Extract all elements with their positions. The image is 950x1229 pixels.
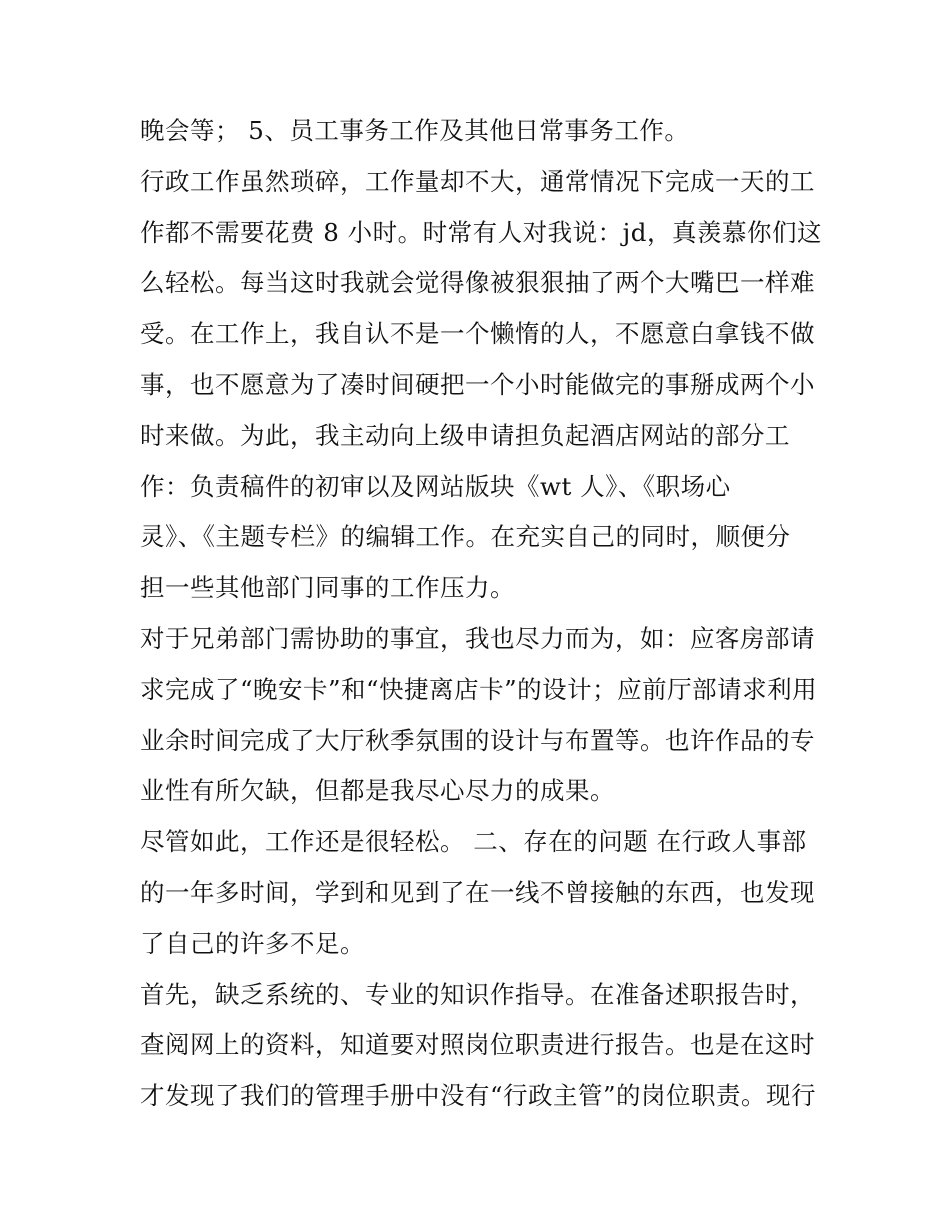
text-line: 求完成了“晚安卡”和“快捷离店卡”的设计；应前厅部请求利用 — [140, 674, 818, 704]
text-line: 行政工作虽然琐碎，工作量却不大，通常情况下完成一天的工 — [140, 166, 815, 196]
text-line: 受。在工作上，我自认不是一个懒惰的人，不愿意白拿钱不做 — [140, 319, 815, 349]
text-line: 作都不需要花费 8 小时。时常有人对我说：jd，真羡慕你们这 — [140, 217, 822, 247]
text-line: 灵》、《主题专栏》的编辑工作。在充实自己的同时，顺便分 — [140, 522, 791, 552]
text-line: 查阅网上的资料，知道要对照岗位职责进行报告。也是在这时 — [140, 1030, 815, 1060]
text-line: 业性有所欠缺，但都是我尽心尽力的成果。 — [140, 776, 615, 806]
text-line: 作：负责稿件的初审以及网站版块《wt 人》、《职场心 — [140, 471, 731, 501]
text-line: 首先，缺乏系统的、专业的知识作指导。在准备述职报告时， — [140, 979, 815, 1009]
text-line: 业余时间完成了大厅秋季氛围的设计与布置等。也许作品的专 — [140, 725, 815, 755]
text-line: 对于兄弟部门需协助的事宜，我也尽力而为，如：应客房部请 — [140, 623, 815, 653]
text-line: 事，也不愿意为了凑时间硬把一个小时能做完的事掰成两个小 — [140, 369, 815, 399]
body-text — [140, 106, 820, 1122]
text-line: 了自己的许多不足。 — [140, 928, 365, 958]
text-line: 晚会等； 5、员工事务工作及其他日常事务工作。 — [140, 116, 690, 145]
text-line: 时来做。为此，我主动向上级申请担负起酒店网站的部分工 — [140, 420, 790, 450]
text-line: 的一年多时间，学到和见到了在一线不曾接触的东西，也发现 — [140, 877, 815, 907]
text-line: 才发现了我们的管理手册中没有“行政主管”的岗位职责。现行 — [140, 1081, 817, 1111]
text-line: 尽管如此，工作还是很轻松。 二、存在的问题 在行政人事部 — [140, 827, 807, 857]
text-line: 担一些其他部门同事的工作压力。 — [140, 573, 515, 603]
text-line: 么轻松。每当这时我就会觉得像被狠狠抽了两个大嘴巴一样难 — [140, 268, 815, 298]
